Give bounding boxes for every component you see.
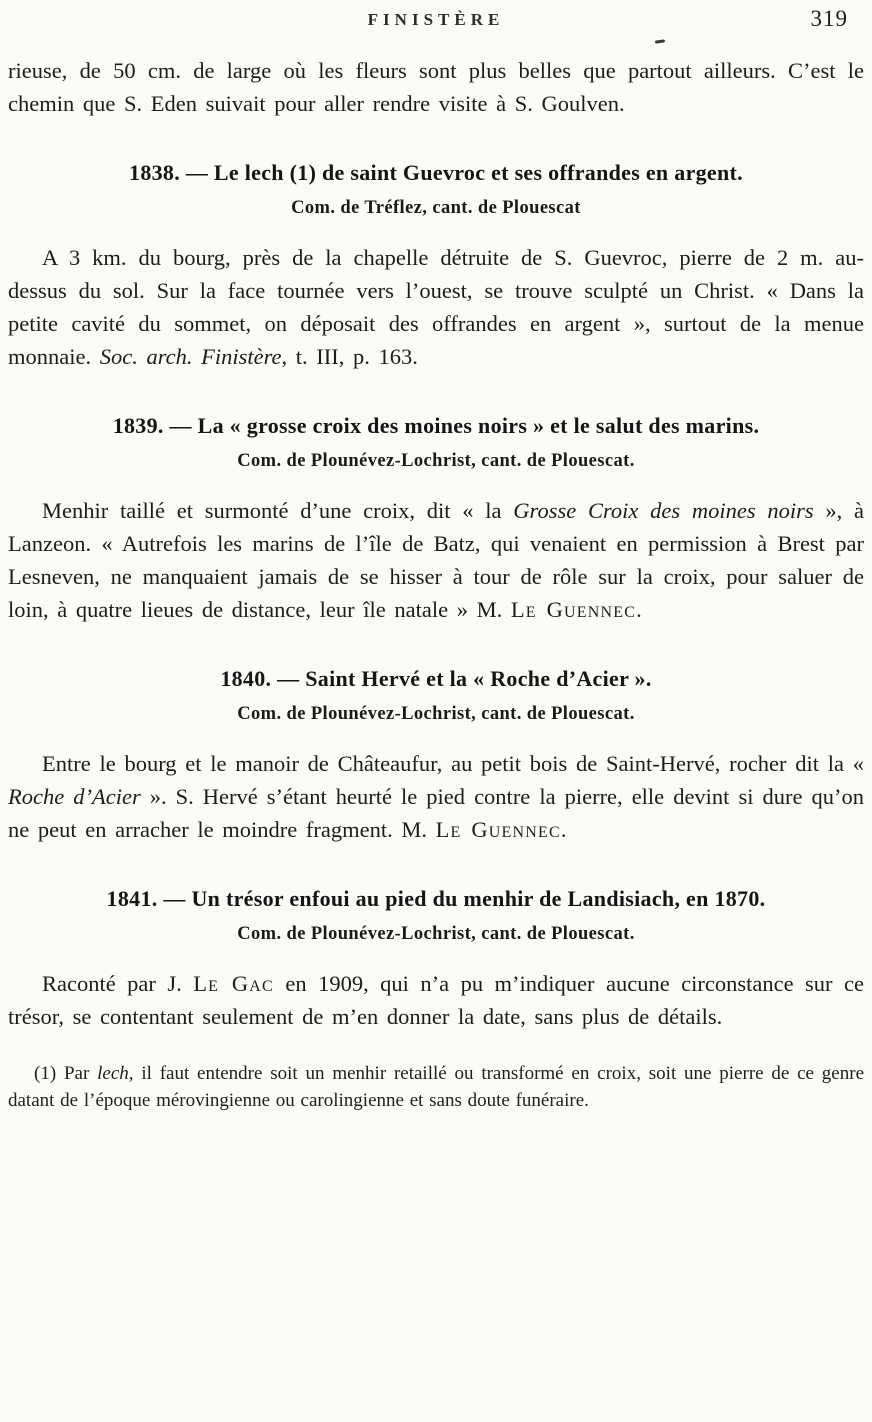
entry-title: 1838. — Le lech (1) de saint Guevroc et ses offrandes en argent. <box>129 160 743 185</box>
body-segment: », à Lanzeon. « Autrefois les marins de l’île de Batz, qui venaient en permission à Brest par Lesneven, ne manquaient jamais de se hisser à tour de rôle sur la croix, pour saluer de loin, à quatre lieues de distance, leur île natale » M. <box>8 498 864 622</box>
entry-title: 1839. — La « grosse croix des moines noirs » et le salut des marins. <box>112 413 760 438</box>
body-segment: Raconté par J. <box>42 971 194 996</box>
monument-name-italic: Roche d’Acier <box>8 784 141 809</box>
entry-1840 <box>8 666 864 846</box>
author-name: Le Guennec <box>510 597 637 622</box>
footnote-segment: (1) Par <box>34 1063 98 1084</box>
entry-commune: Com. de Plounévez-Lochrist, cant. de Plouescat. <box>237 451 635 471</box>
citation-italic: Soc. arch. Finistère <box>99 344 282 369</box>
footnote <box>8 1061 864 1114</box>
body-segment: ». S. Hervé s’étant heurté le pied contre la pierre, elle devint si dure qu’on ne peut en arracher le moindre fragment. M. <box>8 784 864 842</box>
entry-commune: Com. de Plounévez-Lochrist, cant. de Plouescat. <box>237 704 635 724</box>
entry-commune: Com. de Tréflez, cant. de Plouescat <box>291 198 581 218</box>
entry-body <box>8 747 864 846</box>
entry-commune: Com. de Plounévez-Lochrist, cant. de Plouescat. <box>237 924 635 944</box>
author-name: Le Gac <box>193 971 274 996</box>
body-segment: A 3 km. du bourg, près de la chapelle détruite de S. Guevroc, pierre de 2 m. au-dessus du sol. Sur la face tournée vers l’ouest, se trouve sculpté un Christ. « Dans la petite cavité du sommet, on déposait des offrandes en argent », surtout de la menue monnaie. <box>8 245 864 369</box>
body-segment: , t. III, p. 163. <box>281 344 418 369</box>
monument-name-italic: Grosse Croix des moines noirs <box>513 498 814 523</box>
body-segment: . <box>636 597 642 622</box>
body-segment: . <box>560 817 567 842</box>
page-number: 319 <box>810 6 848 31</box>
entry-body <box>8 494 864 626</box>
entry-title: 1840. — Saint Hervé et la « Roche d’Acier ». <box>220 666 652 691</box>
entry-body <box>8 241 864 373</box>
body-segment: Menhir taillé et surmonté d’une croix, dit « la <box>42 498 514 523</box>
author-name: Le Guennec <box>435 817 561 842</box>
page-header <box>8 6 864 42</box>
scan-artifact-mark <box>655 39 665 43</box>
entry-title: 1841. — Un trésor enfoui au pied du menhir de Landisiach, en 1870. <box>106 886 766 911</box>
footnote-term-italic: lech <box>97 1063 129 1084</box>
paragraph-continuation <box>8 54 864 120</box>
entry-1839 <box>8 413 864 626</box>
entry-1838 <box>8 160 864 373</box>
entry-body <box>8 967 864 1033</box>
body-segment: rieuse, de 50 cm. de large où les fleurs sont plus belles que partout ailleurs. C’est le chemin que S. Eden suivait pour aller rendre visite à S. Goulven. <box>8 58 864 116</box>
body-segment: en 1909, qui n’a pu m’indiquer aucune circonstance sur ce trésor, se contentant seulement de m’en donner la date, sans plus de détails. <box>8 971 864 1029</box>
footnote-segment: , il faut entendre soit un menhir retaillé ou transformé en croix, soit une pierre de ce genre datant de l’époque mérovingienne ou carolingienne et sans doute funéraire. <box>8 1063 864 1111</box>
entry-1841 <box>8 886 864 1033</box>
running-title: FINISTÈRE <box>367 10 505 29</box>
body-segment: Entre le bourg et le manoir de Châteaufur, au petit bois de Saint-Hervé, rocher dit la « <box>42 751 864 776</box>
